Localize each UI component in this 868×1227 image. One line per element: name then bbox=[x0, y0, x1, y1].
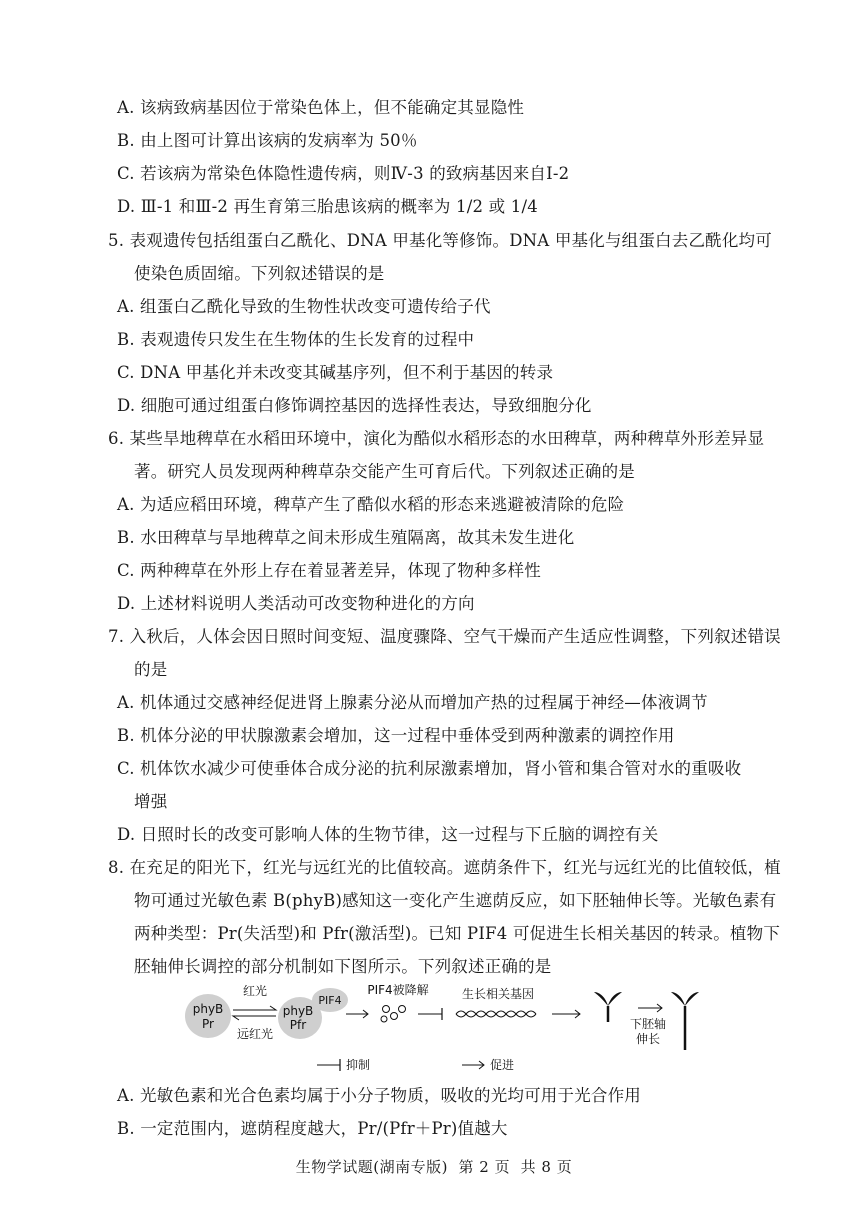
q7-option-d: D. 日照时长的改变可影响人体的生物节律，这一过程与下丘脑的调控有关 bbox=[117, 825, 659, 844]
q5-stem-line-1: 5. 表观遗传包括组蛋白乙酰化、DNA 甲基化等修饰。DNA 甲基化与组蛋白去乙酰化均可 bbox=[108, 231, 772, 250]
far-red-light-label: 远红光 bbox=[236, 1027, 274, 1041]
phyb-mechanism-diagram bbox=[180, 978, 710, 1078]
q6-option-c: C. 两种稗草在外形上存在着显著差异，体现了物种多样性 bbox=[117, 561, 541, 580]
q8-option-a: A. 光敏色素和光合色素均属于小分子物质，吸收的光均可用于光合作用 bbox=[117, 1086, 642, 1105]
phyb-pr-label-bottom: Pr bbox=[202, 1017, 214, 1031]
growth-genes-label: 生长相关基因 bbox=[461, 987, 535, 1001]
q5-option-d: D. 细胞可通过组蛋白修饰调控基因的选择性表达，导致细胞分化 bbox=[117, 396, 592, 415]
dna-helix-icon bbox=[456, 1011, 536, 1017]
q6-option-d: D. 上述材料说明人类活动可改变物种进化的方向 bbox=[117, 594, 475, 613]
q8-stem-line-3: 两种类型：Pr(失活型)和 Pfr(激活型)。已知 PIF4 可促进生长相关基因的转录。植物下 bbox=[134, 924, 781, 943]
q5-stem-line-2: 使染色质固缩。下列叙述错误的是 bbox=[134, 264, 385, 283]
phyb-pfr-label-bottom: Pfr bbox=[289, 1018, 307, 1032]
degraded-fragments-icon bbox=[381, 1006, 406, 1023]
q7-stem-line-2: 的是 bbox=[134, 660, 168, 679]
legend-inhibit-label: 抑制 bbox=[346, 1058, 371, 1072]
q8-stem-line-4: 胚轴伸长调控的部分机制如下图所示。下列叙述正确的是 bbox=[134, 957, 552, 976]
q8-stem-line-2: 物可通过光敏色素 B(phyB)感知这一变化产生遮荫反应，如下胚轴伸长等。光敏色素有 bbox=[134, 891, 777, 910]
q7-option-c-line-1: C. 机体饮水减少可使垂体合成分泌的抗利尿激素增加，肾小管和集合管对水的重吸收 bbox=[117, 759, 742, 778]
phyb-pfr-label-top: phyB bbox=[282, 1004, 314, 1018]
q5-option-c: C. DNA 甲基化并未改变其碱基序列，但不利于基因的转录 bbox=[117, 363, 554, 382]
q4-option-b: B. 由上图可计算出该病的发病率为 50％ bbox=[117, 131, 418, 150]
tall-seedling-icon bbox=[671, 992, 699, 1050]
q4-option-c: C. 若该病为常染色体隐性遗传病，则Ⅳ-3 的致病基因来自Ⅰ-2 bbox=[117, 164, 570, 183]
short-seedling-icon bbox=[594, 992, 622, 1022]
q7-option-c-line-2: 增强 bbox=[134, 792, 168, 811]
hypocotyl-label-1: 下胚轴 bbox=[629, 1017, 667, 1031]
q8-option-b: B. 一定范围内，遮荫程度越大，Pr/(Pfr＋Pr)值越大 bbox=[117, 1119, 508, 1138]
legend-promote-label: 促进 bbox=[490, 1058, 515, 1072]
pif4-label: PIF4 bbox=[318, 994, 342, 1007]
q8-stem-line-1: 8. 在充足的阳光下，红光与远红光的比值较高。遮荫条件下，红光与远红光的比值较低，植 bbox=[108, 858, 781, 877]
phyb-pr-ellipse bbox=[185, 994, 231, 1038]
q7-stem-line-1: 7. 入秋后，人体会因日照时间变短、温度骤降、空气干燥而产生适应性调整，下列叙述错误 bbox=[108, 627, 781, 646]
q7-option-b: B. 机体分泌的甲状腺激素会增加，这一过程中垂体受到两种激素的调控作用 bbox=[117, 726, 675, 745]
q5-option-b: B. 表观遗传只发生在生物体的生长发育的过程中 bbox=[117, 330, 475, 349]
red-light-label: 红光 bbox=[242, 984, 268, 998]
q5-option-a: A. 组蛋白乙酰化导致的生物性状改变可遗传给子代 bbox=[117, 297, 491, 316]
pif4-degraded-label: PIF4被降解 bbox=[367, 983, 429, 997]
phyb-pr-label-top: phyB bbox=[192, 1002, 224, 1016]
q7-option-a: A. 机体通过交感神经促进肾上腺素分泌从而增加产热的过程属于神经—体液调节 bbox=[117, 693, 708, 712]
q6-stem-line-1: 6. 某些旱地稗草在水稻田环境中，演化为酷似水稻形态的水田稗草，两种稗草外形差异显 bbox=[108, 429, 765, 448]
hypocotyl-label-2: 伸长 bbox=[635, 1032, 661, 1046]
q6-option-b: B. 水田稗草与旱地稗草之间未形成生殖隔离，故其未发生进化 bbox=[117, 528, 575, 547]
q4-option-d: D. Ⅲ-1 和Ⅲ-2 再生育第三胎患该病的概率为 1/2 或 1/4 bbox=[117, 197, 538, 216]
q6-option-a: A. 为适应稻田环境，稗草产生了酷似水稻的形态来逃避被清除的危险 bbox=[117, 495, 625, 514]
q6-stem-line-2: 著。研究人员发现两种稗草杂交能产生可育后代。下列叙述正确的是 bbox=[134, 462, 635, 481]
q4-option-a: A. 该病致病基因位于常染色体上，但不能确定其显隐性 bbox=[117, 98, 525, 117]
page-footer: 生物学试题(湖南专版) 第 2 页 共 8 页 bbox=[295, 1158, 573, 1176]
